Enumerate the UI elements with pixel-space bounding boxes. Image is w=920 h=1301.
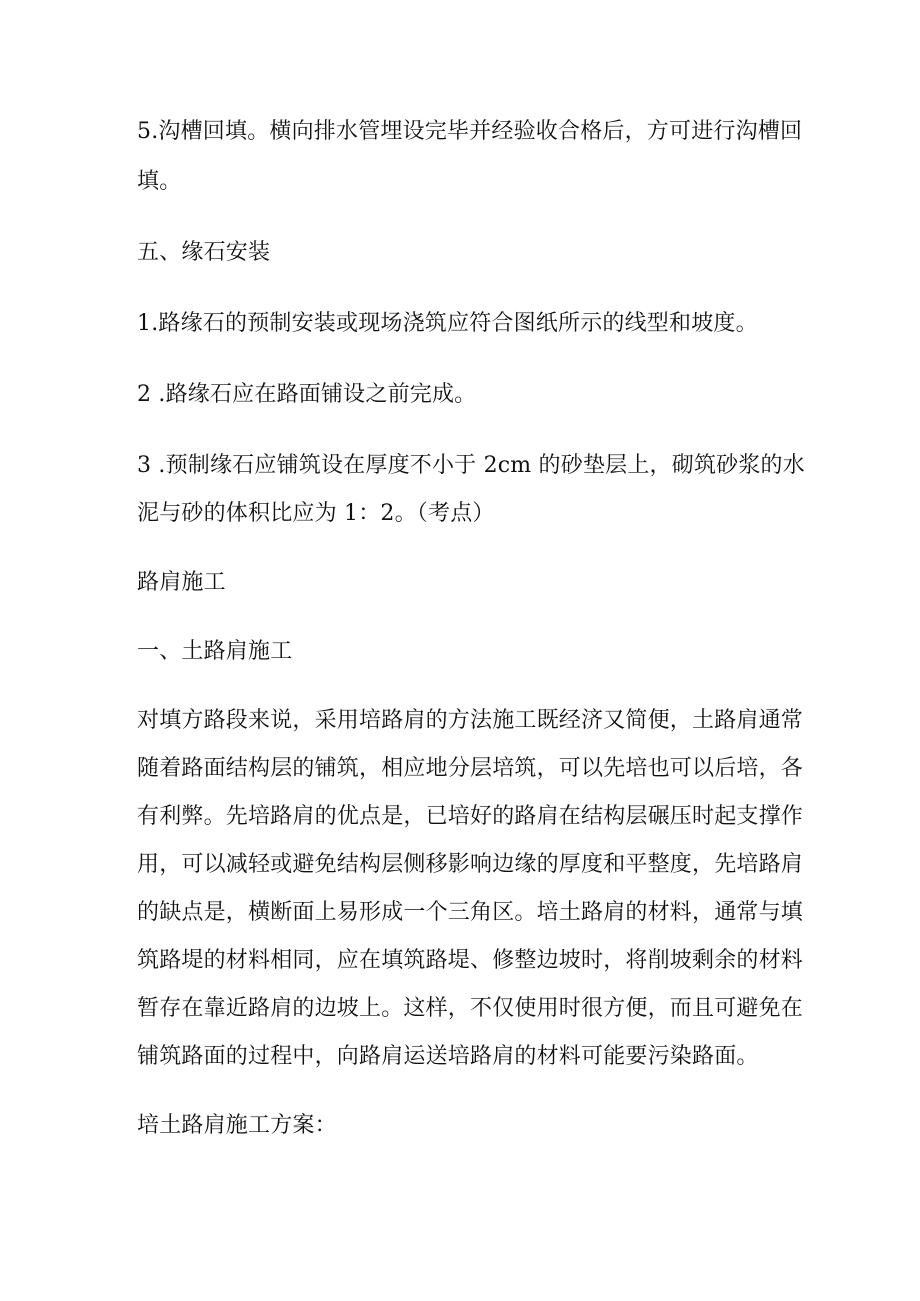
paragraph-line: 用，可以减轻或避免结构层侧移影响边缘的厚度和平整度，先培路肩 [137,852,804,877]
paragraph-line: 暂存在靠近路肩的边坡上。这样，不仅使用时很方便，而且可避免在 [137,996,804,1021]
paragraph-line: 的缺点是，横断面上易形成一个三角区。培土路肩的材料，通常与填 [137,900,804,925]
paragraph-line: 随着路面结构层的铺筑，相应地分层培筑，可以先培也可以后培，各 [137,756,804,781]
paragraph-line: 筑路堤的材料相同，应在填筑路堤、修整边坡时，将削坡剩余的材料 [137,948,804,973]
subsection-heading: 培土路肩施工方案： [137,1113,337,1138]
paragraph-line: 对填方路段来说，采用培路肩的方法施工既经济又简便，土路肩通常 [137,708,804,733]
section-heading: 一、土路肩施工 [137,639,293,664]
list-item: 1.路缘石的预制安装或现场浇筑应符合图纸所示的线型和坡度。 [137,311,758,336]
list-item: 3 .预制缘石应铺筑设在厚度不小于 2cm 的砂垫层上，砌筑砂浆的水 [137,453,805,478]
list-item: 2 .路缘石应在路面铺设之前完成。 [137,382,477,407]
list-item: 泥与砂的体积比应为 1：2。（考点） [137,501,495,526]
paragraph-line: 填。 [137,169,182,194]
paragraph-line: 铺筑路面的过程中，向路肩运送培路肩的材料可能要污染路面。 [137,1044,759,1069]
section-heading: 五、缘石安装 [137,240,271,265]
paragraph-line: 有利弊。先培路肩的优点是，已培好的路肩在结构层碾压时起支撑作 [137,804,804,829]
paragraph-line: 5.沟槽回填。横向排水管埋设完毕并经验收合格后，方可进行沟槽回 [137,119,803,144]
chapter-heading: 路肩施工 [137,570,226,595]
